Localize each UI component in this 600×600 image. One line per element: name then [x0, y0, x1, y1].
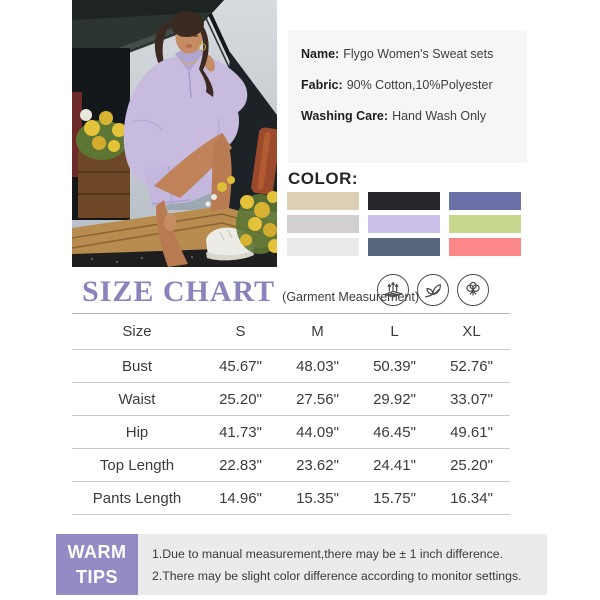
wooden-crate: [78, 150, 130, 218]
fabric-label: Fabric:: [301, 78, 343, 92]
row-label: Top Length: [99, 456, 175, 474]
cell-value: 41.73": [219, 423, 262, 441]
breathable-icon: [377, 274, 409, 306]
fabric-value: 90% Cotton,10%Polyester: [346, 78, 493, 92]
table-row-bust: [72, 350, 510, 383]
photo-illustration: [72, 0, 277, 267]
warm-tips-text: [138, 534, 547, 595]
size-chart-header: [82, 277, 419, 307]
color-swatch-black: [368, 192, 440, 210]
cell-value: 25.20": [450, 456, 493, 474]
product-care-line: [301, 109, 519, 124]
cell-value: 25.20": [219, 390, 262, 408]
product-name-line: [301, 47, 519, 62]
tip-1: 1.Due to manual measurement,there may be ± 1 inch difference.: [152, 546, 504, 561]
cell-value: 27.56": [296, 390, 339, 408]
product-photo: [72, 0, 277, 267]
tip-2: 2.There may be slight color difference according to monitor settings.: [152, 568, 522, 583]
table-row-waist: [72, 383, 510, 416]
col-header-size: Size: [122, 323, 152, 340]
cell-value: 15.75": [373, 489, 416, 507]
cell-value: 46.45": [373, 423, 416, 441]
product-info-box: [288, 30, 527, 163]
row-label: Pants Length: [92, 489, 182, 507]
table-row-top-length: [72, 449, 510, 482]
warm-tips-line2: TIPS: [75, 566, 118, 587]
cell-value: 49.61": [450, 423, 493, 441]
cell-value: 44.09": [296, 423, 339, 441]
feature-icons: [377, 274, 489, 306]
color-swatch-slate-blue: [368, 238, 440, 256]
care-value: Hand Wash Only: [392, 109, 487, 123]
col-header-xl: XL: [462, 323, 481, 340]
cell-value: 48.03": [296, 357, 339, 375]
table-row-hip: [72, 416, 510, 449]
color-swatch-yellow-green: [449, 215, 521, 233]
col-header-s: S: [235, 323, 246, 340]
color-swatch-light-gray: [287, 215, 359, 233]
row-label: Waist: [118, 390, 156, 408]
cell-value: 15.35": [296, 489, 339, 507]
cotton-icon: [457, 274, 489, 306]
cell-value: 24.41": [373, 456, 416, 474]
cell-value: 29.92": [373, 390, 416, 408]
color-section-title: COLOR:: [288, 169, 359, 188]
table-header-row: [72, 314, 510, 350]
cell-value: 52.76": [450, 357, 493, 375]
cell-value: 50.39": [373, 357, 416, 375]
cell-value: 14.96": [219, 489, 262, 507]
col-header-m: M: [311, 323, 324, 340]
warm-tips-badge: [56, 534, 138, 595]
warm-tips-line1: WARM: [67, 541, 127, 562]
size-chart-title: SIZE CHART: [82, 275, 276, 308]
natural-leaf-icon: [417, 274, 449, 306]
color-swatch-lavender: [368, 215, 440, 233]
cell-value: 33.07": [450, 390, 493, 408]
hand: [164, 213, 176, 231]
row-label: Bust: [121, 357, 152, 375]
care-label: Washing Care:: [301, 109, 389, 123]
product-fabric-line: [301, 78, 519, 93]
color-swatch-khaki: [287, 192, 359, 210]
cell-value: 16.34": [450, 489, 493, 507]
col-header-l: L: [390, 323, 399, 340]
color-swatch-blue-purple: [449, 192, 521, 210]
cell-value: 22.83": [219, 456, 262, 474]
cell-value: 23.62": [296, 456, 339, 474]
name-label: Name:: [301, 47, 340, 61]
color-swatch-off-white: [287, 238, 359, 256]
size-chart-subtitle: (Garment Measurement): [282, 290, 420, 304]
size-chart-table: [72, 313, 510, 515]
row-label: Hip: [125, 423, 149, 441]
color-swatch-coral-pink: [449, 238, 521, 256]
name-value: Flygo Women's Sweat sets: [343, 47, 494, 61]
cell-value: 45.67": [219, 357, 262, 375]
color-swatch-grid: [287, 192, 521, 256]
table-row-pants-length: [72, 482, 510, 515]
